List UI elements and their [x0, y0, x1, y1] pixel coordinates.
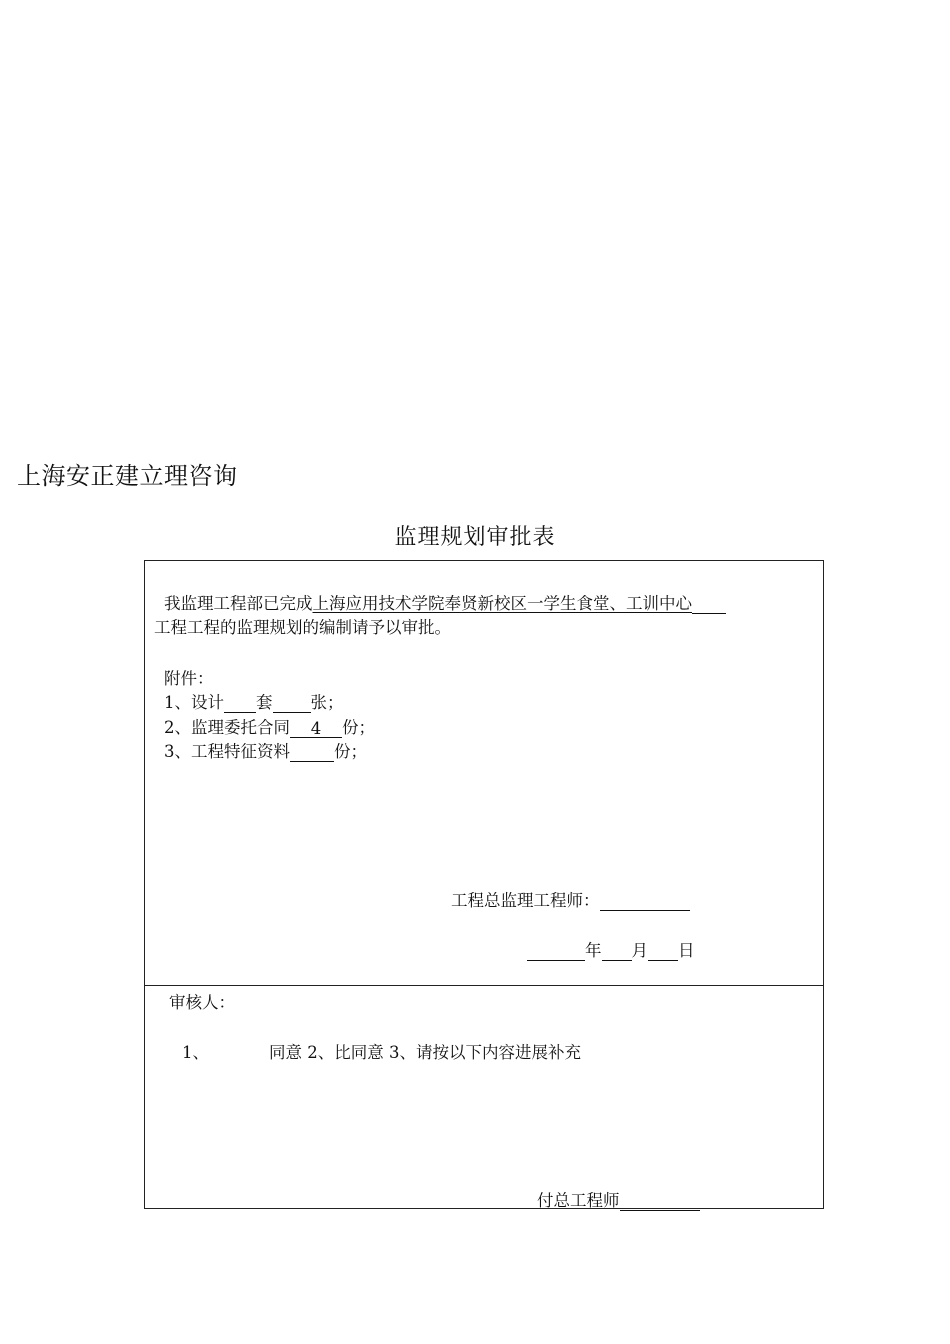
sheets-blank — [273, 694, 311, 713]
item2-prefix: 2、监理委托合同 — [164, 718, 290, 737]
contract-copies-value: 4 — [290, 719, 342, 738]
item1-prefix: 1、设计 — [164, 693, 224, 712]
chief-engineer-label: 工程总监理工程师： — [451, 891, 600, 910]
intro-prefix: 我监理工程部已完成 — [164, 594, 313, 613]
chief-engineer-blank — [600, 892, 690, 911]
day-label: 日 — [678, 941, 695, 960]
intro-line — [164, 590, 726, 614]
month-blank — [602, 942, 632, 961]
item1-suffix: 张； — [310, 693, 344, 712]
signature-date — [527, 937, 695, 961]
deputy-engineer-signature — [537, 1187, 700, 1211]
review-options: 同意 2、比同意 3、请按以下内容进展补充 — [269, 1043, 581, 1062]
attachment-item-2 — [164, 714, 375, 738]
section-divider — [145, 985, 823, 986]
item3-suffix: 份； — [334, 742, 367, 761]
item1-mid: 套 — [256, 693, 273, 712]
deputy-engineer-label: 付总工程师 — [537, 1191, 620, 1210]
project-name-blank — [692, 595, 726, 614]
chief-engineer-signature — [451, 887, 690, 911]
attachment-item-1 — [164, 689, 344, 713]
month-label: 月 — [631, 941, 648, 960]
item3-prefix: 3、工程特征资料 — [164, 742, 290, 761]
deputy-engineer-blank — [620, 1192, 700, 1211]
day-blank — [648, 942, 678, 961]
project-name: 上海应用技术学院奉贤新校区一学生食堂、工训中心 — [312, 594, 692, 613]
item2-suffix: 份； — [342, 718, 375, 737]
year-label: 年 — [585, 941, 602, 960]
intro-suffix: 工程工程的监理规划的编制请予以审批。 — [154, 618, 451, 637]
year-blank — [527, 942, 585, 961]
review-option-number: 1、 — [182, 1043, 209, 1062]
sets-blank — [224, 694, 256, 713]
approval-form — [144, 560, 824, 1209]
attachment-item-3 — [164, 738, 367, 762]
reviewer-label: 审核人： — [169, 993, 235, 1012]
form-title: 监理规划审批表 — [394, 525, 556, 550]
materials-blank — [290, 743, 334, 762]
attachments-label: 附件： — [164, 669, 214, 688]
company-name: 上海安正建立理咨询 — [17, 462, 238, 490]
